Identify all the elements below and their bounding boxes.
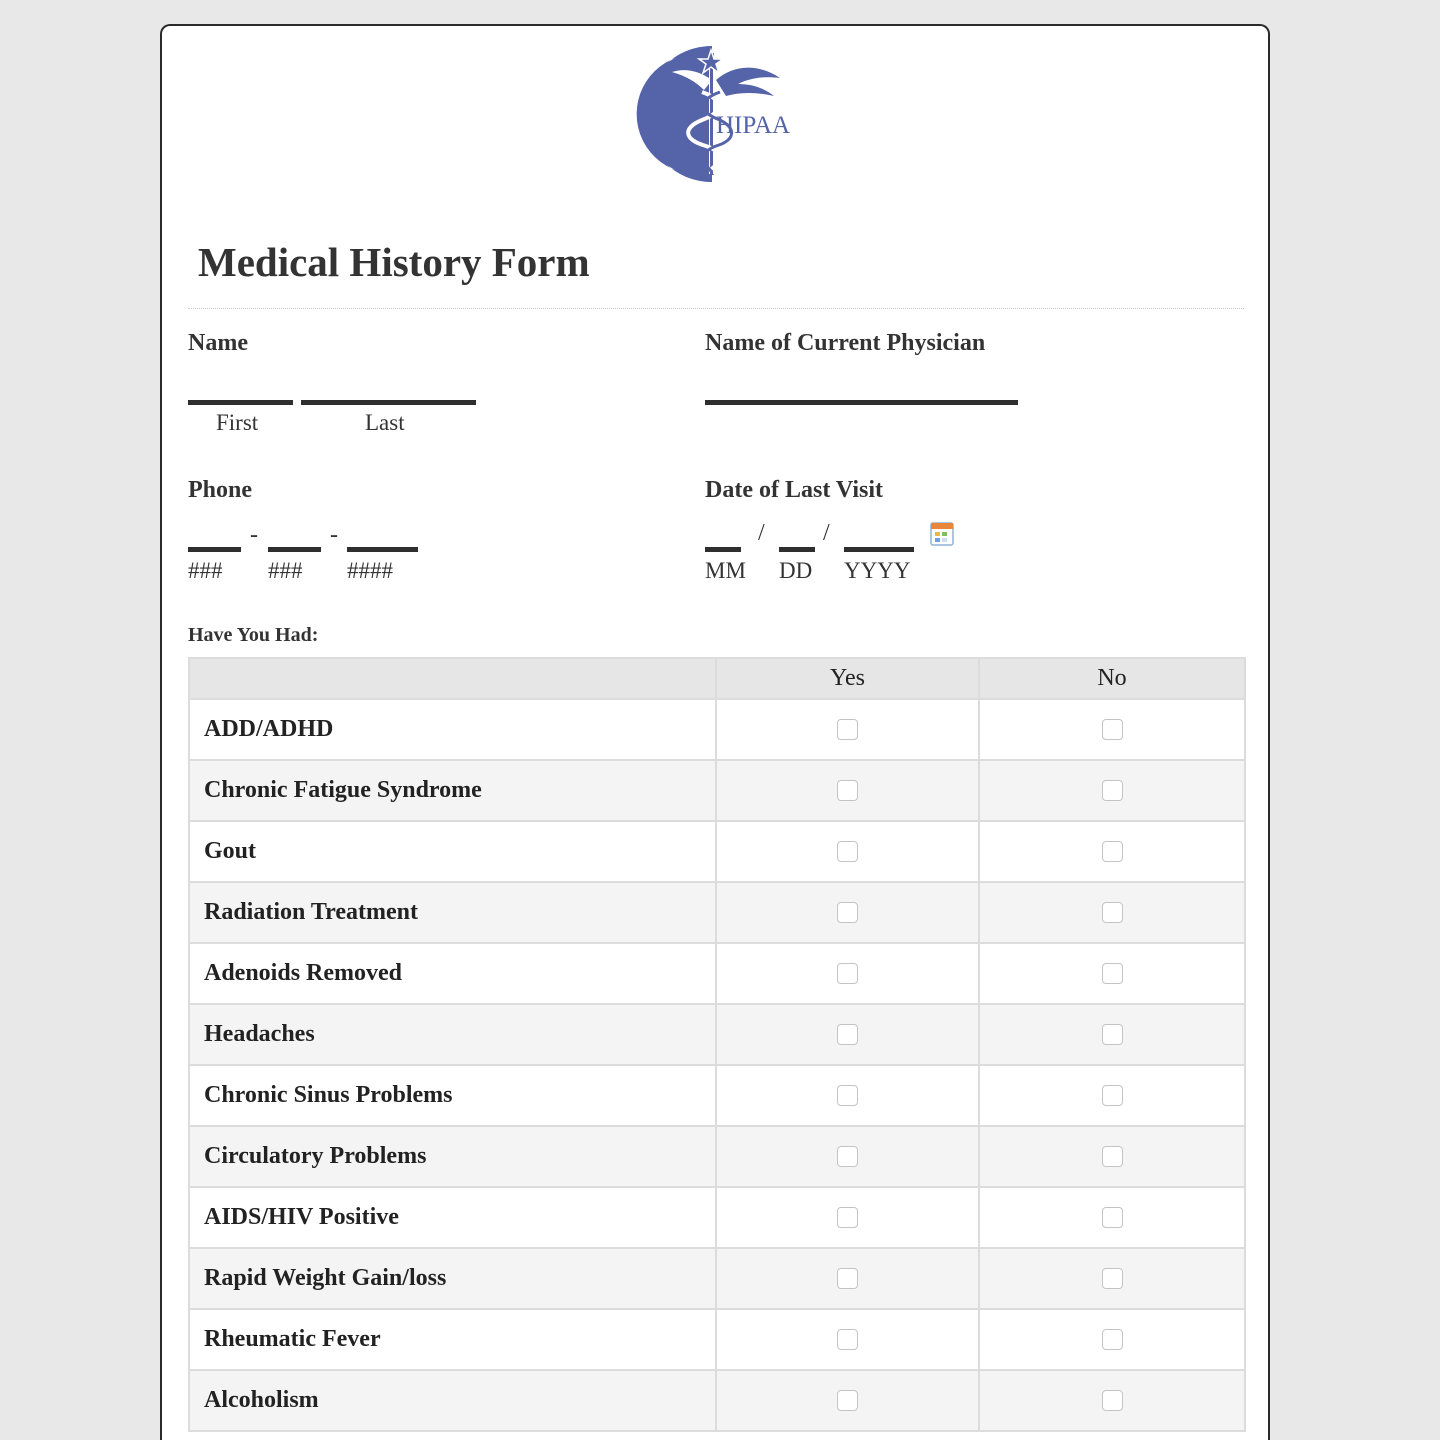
month-input[interactable] [705,547,741,552]
no-checkbox[interactable] [1102,841,1123,862]
name-label: Name [188,330,248,356]
no-cell [979,760,1245,821]
yes-checkbox[interactable] [837,1207,858,1228]
month-sublabel: MM [705,558,746,583]
form-card [160,24,1270,1440]
yes-cell [716,821,979,882]
no-checkbox[interactable] [1102,1146,1123,1167]
no-cell [979,882,1245,943]
condition-label: Rheumatic Fever [189,1309,716,1370]
no-checkbox[interactable] [1102,719,1123,740]
yes-cell [716,1126,979,1187]
table-row [189,1248,1245,1309]
yes-column-header: Yes [716,658,979,699]
yes-cell [716,760,979,821]
table-row [189,821,1245,882]
yes-cell [716,943,979,1004]
no-cell [979,1065,1245,1126]
date-separator: / [758,520,765,546]
no-checkbox[interactable] [1102,1329,1123,1350]
day-sublabel: DD [779,558,813,583]
condition-column-header [189,658,716,699]
no-cell [979,1248,1245,1309]
table-row [189,760,1245,821]
condition-label: Headaches [189,1004,716,1065]
year-sublabel: YYYY [844,558,911,583]
condition-label: Chronic Fatigue Syndrome [189,760,716,821]
hipaa-logo [632,40,802,182]
table-row [189,1187,1245,1248]
no-checkbox[interactable] [1102,963,1123,984]
no-checkbox[interactable] [1102,1207,1123,1228]
yes-checkbox[interactable] [837,1146,858,1167]
no-checkbox[interactable] [1102,902,1123,923]
history-rows [189,699,1245,1431]
phone-separator: - [250,522,258,548]
physician-label: Name of Current Physician [705,330,986,356]
date-separator: / [823,520,830,546]
last-sublabel: Last [365,410,405,435]
phone-area-input[interactable] [188,547,241,552]
condition-label: Radiation Treatment [189,882,716,943]
first-name-input[interactable] [188,400,293,405]
condition-label: AIDS/HIV Positive [189,1187,716,1248]
phone-area-sublabel: ### [188,558,223,583]
yes-cell [716,699,979,760]
day-input[interactable] [779,547,815,552]
no-cell [979,943,1245,1004]
phone-line-sublabel: #### [347,558,393,583]
logo-text: HIPAA [716,112,791,139]
yes-checkbox[interactable] [837,780,858,801]
no-cell [979,1187,1245,1248]
condition-label: Rapid Weight Gain/loss [189,1248,716,1309]
phone-separator: - [330,522,338,548]
no-checkbox[interactable] [1102,1024,1123,1045]
yes-checkbox[interactable] [837,963,858,984]
yes-checkbox[interactable] [837,1024,858,1045]
history-label: Have You Had: [188,624,319,646]
yes-cell [716,882,979,943]
yes-checkbox[interactable] [837,1085,858,1106]
table-row [189,1004,1245,1065]
no-cell [979,699,1245,760]
no-checkbox[interactable] [1102,1390,1123,1411]
history-table [188,657,1246,1432]
no-checkbox[interactable] [1102,780,1123,801]
calendar-icon[interactable] [930,522,954,546]
condition-label: Adenoids Removed [189,943,716,1004]
table-row [189,1370,1245,1431]
phone-prefix-input[interactable] [268,547,321,552]
title-divider [188,308,1244,309]
table-header-row [189,658,1245,699]
condition-label: Chronic Sinus Problems [189,1065,716,1126]
yes-cell [716,1370,979,1431]
no-cell [979,1004,1245,1065]
no-cell [979,1309,1245,1370]
first-sublabel: First [216,410,259,435]
table-row [189,699,1245,760]
phone-line-input[interactable] [347,547,418,552]
yes-checkbox[interactable] [837,1390,858,1411]
yes-cell [716,1309,979,1370]
table-row [189,1126,1245,1187]
caduceus-icon [632,40,802,182]
table-row [189,1309,1245,1370]
condition-label: Circulatory Problems [189,1126,716,1187]
last-name-input[interactable] [301,400,476,405]
no-checkbox[interactable] [1102,1085,1123,1106]
condition-label: Alcoholism [189,1370,716,1431]
yes-checkbox[interactable] [837,902,858,923]
condition-label: ADD/ADHD [189,699,716,760]
physician-input[interactable] [705,400,1018,405]
no-checkbox[interactable] [1102,1268,1123,1289]
yes-checkbox[interactable] [837,1329,858,1350]
year-input[interactable] [844,547,914,552]
yes-checkbox[interactable] [837,1268,858,1289]
yes-cell [716,1187,979,1248]
table-row [189,1065,1245,1126]
yes-checkbox[interactable] [837,719,858,740]
yes-checkbox[interactable] [837,841,858,862]
phone-prefix-sublabel: ### [268,558,303,583]
yes-cell [716,1065,979,1126]
table-row [189,882,1245,943]
condition-label: Gout [189,821,716,882]
page-title: Medical History Form [198,239,590,285]
yes-cell [716,1004,979,1065]
yes-cell [716,1248,979,1309]
table-row [189,943,1245,1004]
no-cell [979,1126,1245,1187]
date-label: Date of Last Visit [705,477,883,503]
no-cell [979,821,1245,882]
phone-label: Phone [188,477,253,503]
no-column-header: No [979,658,1245,699]
no-cell [979,1370,1245,1431]
